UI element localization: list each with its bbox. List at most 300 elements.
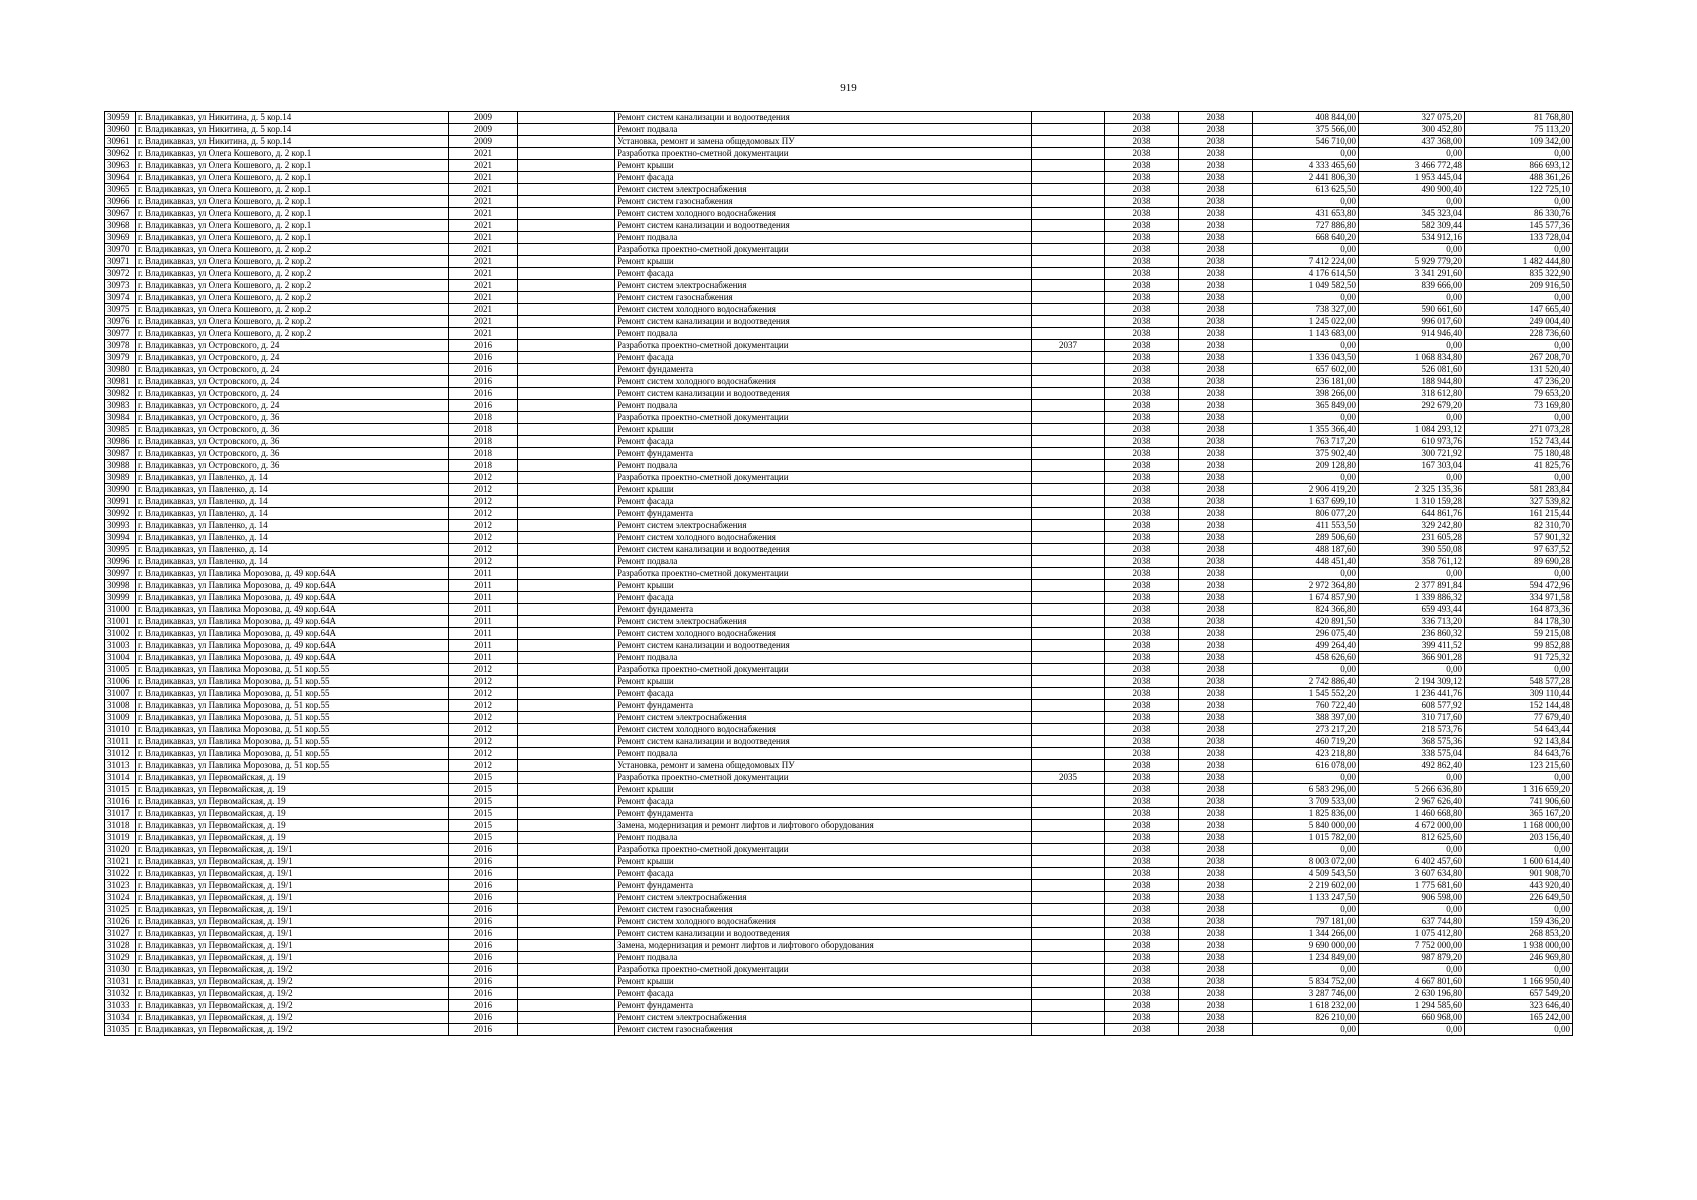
cell-year-built: 2016 xyxy=(449,388,518,400)
cell-work-type: Ремонт фасада xyxy=(615,496,1032,508)
cell-year-b: 2038 xyxy=(1105,628,1179,640)
cell-work-type: Ремонт крыши xyxy=(615,424,1032,436)
cell-year-built: 2016 xyxy=(449,916,518,928)
cell-work-type: Ремонт систем газоснабжения xyxy=(615,196,1032,208)
cell-total-cost: 1 336 043,50 xyxy=(1253,352,1359,364)
cell-empty xyxy=(518,964,615,976)
cell-year-a xyxy=(1032,736,1105,748)
cell-year-c: 2038 xyxy=(1179,328,1253,340)
cell-address: г. Владикавказ, ул Первомайская, д. 19/1 xyxy=(136,892,449,904)
cell-record-id: 30986 xyxy=(105,436,136,448)
cell-fund-share: 0,00 xyxy=(1359,1024,1465,1036)
cell-year-a: 2035 xyxy=(1032,772,1105,784)
cell-year-c: 2038 xyxy=(1179,640,1253,652)
cell-empty xyxy=(518,724,615,736)
cell-year-c: 2038 xyxy=(1179,460,1253,472)
cell-work-type: Ремонт крыши xyxy=(615,160,1032,172)
cell-fund-share: 3 466 772,48 xyxy=(1359,160,1465,172)
cell-empty xyxy=(518,832,615,844)
cell-record-id: 31034 xyxy=(105,1012,136,1024)
cell-empty xyxy=(518,808,615,820)
cell-year-a xyxy=(1032,928,1105,940)
cell-fund-share: 0,00 xyxy=(1359,664,1465,676)
cell-owner-share: 246 969,80 xyxy=(1465,952,1573,964)
cell-fund-share: 1 084 293,12 xyxy=(1359,424,1465,436)
cell-year-built: 2012 xyxy=(449,544,518,556)
cell-total-cost: 0,00 xyxy=(1253,964,1359,976)
cell-owner-share: 488 361,26 xyxy=(1465,172,1573,184)
cell-year-a xyxy=(1032,916,1105,928)
cell-fund-share: 4 667 801,60 xyxy=(1359,976,1465,988)
cell-address: г. Владикавказ, ул Павлика Морозова, д. 51 кор.55 xyxy=(136,712,449,724)
cell-record-id: 30989 xyxy=(105,472,136,484)
cell-year-built: 2016 xyxy=(449,1024,518,1036)
table-row xyxy=(105,460,1573,472)
cell-record-id: 30960 xyxy=(105,124,136,136)
cell-owner-share: 123 215,60 xyxy=(1465,760,1573,772)
cell-empty xyxy=(518,868,615,880)
cell-address: г. Владикавказ, ул Первомайская, д. 19 xyxy=(136,820,449,832)
cell-record-id: 30973 xyxy=(105,280,136,292)
cell-address: г. Владикавказ, ул Павлика Морозова, д. 51 кор.55 xyxy=(136,700,449,712)
cell-work-type: Ремонт фундамента xyxy=(615,808,1032,820)
cell-empty xyxy=(518,1024,615,1036)
cell-owner-share: 334 971,58 xyxy=(1465,592,1573,604)
cell-year-c: 2038 xyxy=(1179,388,1253,400)
cell-record-id: 30988 xyxy=(105,460,136,472)
cell-empty xyxy=(518,976,615,988)
cell-record-id: 30995 xyxy=(105,544,136,556)
cell-total-cost: 273 217,20 xyxy=(1253,724,1359,736)
cell-year-a xyxy=(1032,868,1105,880)
cell-year-a xyxy=(1032,832,1105,844)
cell-year-c: 2038 xyxy=(1179,400,1253,412)
cell-owner-share: 91 725,32 xyxy=(1465,652,1573,664)
cell-work-type: Ремонт систем канализации и водоотведения xyxy=(615,388,1032,400)
cell-year-c: 2038 xyxy=(1179,1012,1253,1024)
cell-work-type: Ремонт систем электроснабжения xyxy=(615,520,1032,532)
cell-owner-share: 97 637,52 xyxy=(1465,544,1573,556)
cell-year-a: 2037 xyxy=(1032,340,1105,352)
table-row xyxy=(105,820,1573,832)
table-row xyxy=(105,724,1573,736)
cell-total-cost: 0,00 xyxy=(1253,844,1359,856)
cell-year-built: 2016 xyxy=(449,1000,518,1012)
table-row xyxy=(105,772,1573,784)
table-row xyxy=(105,688,1573,700)
cell-year-c: 2038 xyxy=(1179,844,1253,856)
cell-year-built: 2018 xyxy=(449,424,518,436)
cell-year-a xyxy=(1032,172,1105,184)
cell-year-b: 2038 xyxy=(1105,904,1179,916)
cell-owner-share: 657 549,20 xyxy=(1465,988,1573,1000)
cell-total-cost: 1 637 699,10 xyxy=(1253,496,1359,508)
cell-year-a xyxy=(1032,904,1105,916)
cell-year-a xyxy=(1032,1012,1105,1024)
cell-record-id: 30975 xyxy=(105,304,136,316)
cell-address: г. Владикавказ, ул Первомайская, д. 19/2 xyxy=(136,964,449,976)
cell-empty xyxy=(518,1000,615,1012)
cell-year-built: 2016 xyxy=(449,952,518,964)
cell-fund-share: 218 573,76 xyxy=(1359,724,1465,736)
table-row xyxy=(105,868,1573,880)
cell-owner-share: 147 665,40 xyxy=(1465,304,1573,316)
cell-year-c: 2038 xyxy=(1179,652,1253,664)
cell-empty xyxy=(518,172,615,184)
cell-year-b: 2038 xyxy=(1105,616,1179,628)
cell-owner-share: 1 600 614,40 xyxy=(1465,856,1573,868)
cell-year-b: 2038 xyxy=(1105,196,1179,208)
cell-year-c: 2038 xyxy=(1179,520,1253,532)
cell-year-c: 2038 xyxy=(1179,340,1253,352)
cell-total-cost: 408 844,00 xyxy=(1253,112,1359,124)
cell-record-id: 31015 xyxy=(105,784,136,796)
cell-year-c: 2038 xyxy=(1179,796,1253,808)
table-row xyxy=(105,700,1573,712)
cell-total-cost: 2 972 364,80 xyxy=(1253,580,1359,592)
cell-empty xyxy=(518,568,615,580)
cell-total-cost: 1 545 552,20 xyxy=(1253,688,1359,700)
cell-total-cost: 388 397,00 xyxy=(1253,712,1359,724)
cell-total-cost: 420 891,50 xyxy=(1253,616,1359,628)
cell-year-a xyxy=(1032,964,1105,976)
cell-year-c: 2038 xyxy=(1179,544,1253,556)
table-row xyxy=(105,748,1573,760)
cell-year-a xyxy=(1032,880,1105,892)
cell-fund-share: 231 605,28 xyxy=(1359,532,1465,544)
cell-year-b: 2038 xyxy=(1105,676,1179,688)
cell-year-b: 2038 xyxy=(1105,664,1179,676)
cell-fund-share: 608 577,92 xyxy=(1359,700,1465,712)
cell-work-type: Ремонт крыши xyxy=(615,676,1032,688)
cell-fund-share: 368 575,36 xyxy=(1359,736,1465,748)
table-row xyxy=(105,508,1573,520)
table-row xyxy=(105,676,1573,688)
cell-year-a xyxy=(1032,472,1105,484)
cell-fund-share: 327 075,20 xyxy=(1359,112,1465,124)
cell-record-id: 30979 xyxy=(105,352,136,364)
table-row xyxy=(105,952,1573,964)
cell-year-c: 2038 xyxy=(1179,532,1253,544)
cell-record-id: 31013 xyxy=(105,760,136,772)
cell-owner-share: 581 283,84 xyxy=(1465,484,1573,496)
cell-work-type: Ремонт подвала xyxy=(615,748,1032,760)
cell-year-built: 2016 xyxy=(449,400,518,412)
cell-year-a xyxy=(1032,556,1105,568)
cell-fund-share: 0,00 xyxy=(1359,472,1465,484)
cell-year-a xyxy=(1032,508,1105,520)
cell-address: г. Владикавказ, ул Павлика Морозова, д. 49 кор.64А xyxy=(136,640,449,652)
cell-year-b: 2038 xyxy=(1105,472,1179,484)
cell-work-type: Установка, ремонт и замена общедомовых ПУ xyxy=(615,760,1032,772)
cell-empty xyxy=(518,580,615,592)
cell-year-a xyxy=(1032,316,1105,328)
cell-total-cost: 824 366,80 xyxy=(1253,604,1359,616)
cell-owner-share: 84 178,30 xyxy=(1465,616,1573,628)
cell-year-c: 2038 xyxy=(1179,376,1253,388)
cell-address: г. Владикавказ, ул Олега Кошевого, д. 2 кор.1 xyxy=(136,148,449,160)
cell-year-c: 2038 xyxy=(1179,424,1253,436)
cell-owner-share: 594 472,96 xyxy=(1465,580,1573,592)
cell-work-type: Ремонт подвала xyxy=(615,556,1032,568)
cell-work-type: Ремонт подвала xyxy=(615,400,1032,412)
cell-year-b: 2038 xyxy=(1105,724,1179,736)
cell-year-b: 2038 xyxy=(1105,940,1179,952)
cell-address: г. Владикавказ, ул Первомайская, д. 19/2 xyxy=(136,1000,449,1012)
cell-year-c: 2038 xyxy=(1179,760,1253,772)
cell-year-b: 2038 xyxy=(1105,148,1179,160)
cell-total-cost: 668 640,20 xyxy=(1253,232,1359,244)
cell-year-c: 2038 xyxy=(1179,352,1253,364)
cell-address: г. Владикавказ, ул Первомайская, д. 19/1 xyxy=(136,856,449,868)
cell-year-a xyxy=(1032,388,1105,400)
cell-year-built: 2015 xyxy=(449,808,518,820)
cell-fund-share: 914 946,40 xyxy=(1359,328,1465,340)
cell-record-id: 31001 xyxy=(105,616,136,628)
cell-year-built: 2012 xyxy=(449,520,518,532)
cell-owner-share: 0,00 xyxy=(1465,148,1573,160)
cell-total-cost: 2 219 602,00 xyxy=(1253,880,1359,892)
cell-record-id: 30984 xyxy=(105,412,136,424)
cell-address: г. Владикавказ, ул Олега Кошевого, д. 2 кор.1 xyxy=(136,184,449,196)
cell-empty xyxy=(518,136,615,148)
cell-empty xyxy=(518,412,615,424)
cell-address: г. Владикавказ, ул Олега Кошевого, д. 2 кор.1 xyxy=(136,160,449,172)
cell-address: г. Владикавказ, ул Первомайская, д. 19/1 xyxy=(136,904,449,916)
cell-work-type: Ремонт фундамента xyxy=(615,604,1032,616)
cell-empty xyxy=(518,268,615,280)
cell-year-built: 2016 xyxy=(449,940,518,952)
cell-year-a xyxy=(1032,448,1105,460)
table-row xyxy=(105,268,1573,280)
cell-empty xyxy=(518,352,615,364)
cell-address: г. Владикавказ, ул Первомайская, д. 19/2 xyxy=(136,1024,449,1036)
cell-record-id: 31009 xyxy=(105,712,136,724)
cell-year-a xyxy=(1032,700,1105,712)
cell-address: г. Владикавказ, ул Островского, д. 24 xyxy=(136,376,449,388)
cell-year-a xyxy=(1032,280,1105,292)
cell-record-id: 30968 xyxy=(105,220,136,232)
cell-year-a xyxy=(1032,796,1105,808)
cell-empty xyxy=(518,952,615,964)
cell-address: г. Владикавказ, ул Павленко, д. 14 xyxy=(136,508,449,520)
cell-fund-share: 637 744,80 xyxy=(1359,916,1465,928)
cell-work-type: Ремонт систем канализации и водоотведения xyxy=(615,112,1032,124)
cell-owner-share: 75 113,20 xyxy=(1465,124,1573,136)
cell-total-cost: 546 710,00 xyxy=(1253,136,1359,148)
cell-work-type: Ремонт фасада xyxy=(615,172,1032,184)
cell-fund-share: 345 323,04 xyxy=(1359,208,1465,220)
table-row xyxy=(105,160,1573,172)
cell-year-b: 2038 xyxy=(1105,244,1179,256)
cell-work-type: Ремонт крыши xyxy=(615,784,1032,796)
cell-fund-share: 534 912,16 xyxy=(1359,232,1465,244)
table-row xyxy=(105,484,1573,496)
cell-year-built: 2016 xyxy=(449,364,518,376)
cell-year-a xyxy=(1032,148,1105,160)
cell-work-type: Ремонт фундамента xyxy=(615,1000,1032,1012)
cell-empty xyxy=(518,448,615,460)
cell-address: г. Владикавказ, ул Олега Кошевого, д. 2 кор.1 xyxy=(136,232,449,244)
cell-empty xyxy=(518,220,615,232)
cell-empty xyxy=(518,328,615,340)
cell-fund-share: 492 862,40 xyxy=(1359,760,1465,772)
cell-total-cost: 365 849,00 xyxy=(1253,400,1359,412)
cell-fund-share: 188 944,80 xyxy=(1359,376,1465,388)
cell-address: г. Владикавказ, ул Павлика Морозова, д. 51 кор.55 xyxy=(136,736,449,748)
table-row xyxy=(105,604,1573,616)
cell-owner-share: 309 110,44 xyxy=(1465,688,1573,700)
cell-owner-share: 86 330,76 xyxy=(1465,208,1573,220)
cell-work-type: Ремонт фасада xyxy=(615,352,1032,364)
cell-owner-share: 0,00 xyxy=(1465,844,1573,856)
cell-work-type: Ремонт фундамента xyxy=(615,880,1032,892)
cell-year-c: 2038 xyxy=(1179,832,1253,844)
cell-address: г. Владикавказ, ул Олега Кошевого, д. 2 кор.2 xyxy=(136,280,449,292)
cell-address: г. Владикавказ, ул Павлика Морозова, д. 51 кор.55 xyxy=(136,688,449,700)
cell-year-c: 2038 xyxy=(1179,712,1253,724)
cell-owner-share: 89 690,28 xyxy=(1465,556,1573,568)
cell-total-cost: 797 181,00 xyxy=(1253,916,1359,928)
cell-year-b: 2038 xyxy=(1105,352,1179,364)
table-row xyxy=(105,1000,1573,1012)
cell-fund-share: 590 661,60 xyxy=(1359,304,1465,316)
cell-record-id: 31026 xyxy=(105,916,136,928)
cell-owner-share: 0,00 xyxy=(1465,244,1573,256)
cell-owner-share: 741 906,60 xyxy=(1465,796,1573,808)
cell-record-id: 31005 xyxy=(105,664,136,676)
cell-owner-share: 84 643,76 xyxy=(1465,748,1573,760)
cell-fund-share: 336 713,20 xyxy=(1359,616,1465,628)
cell-owner-share: 81 768,80 xyxy=(1465,112,1573,124)
cell-year-c: 2038 xyxy=(1179,976,1253,988)
cell-record-id: 30990 xyxy=(105,484,136,496)
table-row xyxy=(105,628,1573,640)
cell-record-id: 31007 xyxy=(105,688,136,700)
cell-year-c: 2038 xyxy=(1179,1024,1253,1036)
cell-record-id: 30972 xyxy=(105,268,136,280)
cell-year-b: 2038 xyxy=(1105,340,1179,352)
table-row xyxy=(105,880,1573,892)
cell-total-cost: 398 266,00 xyxy=(1253,388,1359,400)
cell-year-c: 2038 xyxy=(1179,964,1253,976)
cell-year-built: 2012 xyxy=(449,724,518,736)
cell-year-a xyxy=(1032,652,1105,664)
cell-work-type: Ремонт фундамента xyxy=(615,364,1032,376)
table-row xyxy=(105,244,1573,256)
cell-owner-share: 443 920,40 xyxy=(1465,880,1573,892)
cell-total-cost: 1 143 683,00 xyxy=(1253,328,1359,340)
cell-year-c: 2038 xyxy=(1179,232,1253,244)
cell-record-id: 30980 xyxy=(105,364,136,376)
table-row xyxy=(105,208,1573,220)
cell-year-c: 2038 xyxy=(1179,928,1253,940)
cell-fund-share: 0,00 xyxy=(1359,412,1465,424)
cell-record-id: 30985 xyxy=(105,424,136,436)
cell-year-a xyxy=(1032,364,1105,376)
cell-fund-share: 906 598,00 xyxy=(1359,892,1465,904)
cell-year-built: 2012 xyxy=(449,508,518,520)
cell-total-cost: 296 075,40 xyxy=(1253,628,1359,640)
cell-owner-share: 159 436,20 xyxy=(1465,916,1573,928)
cell-owner-share: 92 143,84 xyxy=(1465,736,1573,748)
cell-year-b: 2038 xyxy=(1105,424,1179,436)
cell-year-a xyxy=(1032,220,1105,232)
cell-year-a xyxy=(1032,424,1105,436)
cell-year-built: 2012 xyxy=(449,688,518,700)
cell-year-built: 2016 xyxy=(449,1012,518,1024)
cell-owner-share: 209 916,50 xyxy=(1465,280,1573,292)
cell-year-built: 2012 xyxy=(449,556,518,568)
cell-fund-share: 0,00 xyxy=(1359,904,1465,916)
cell-empty xyxy=(518,496,615,508)
cell-work-type: Ремонт подвала xyxy=(615,328,1032,340)
table-row xyxy=(105,892,1573,904)
cell-year-c: 2038 xyxy=(1179,208,1253,220)
cell-year-c: 2038 xyxy=(1179,412,1253,424)
cell-year-built: 2018 xyxy=(449,436,518,448)
cell-empty xyxy=(518,784,615,796)
cell-work-type: Разработка проектно-сметной документации xyxy=(615,244,1032,256)
cell-year-a xyxy=(1032,160,1105,172)
cell-year-a xyxy=(1032,196,1105,208)
cell-empty xyxy=(518,460,615,472)
cell-empty xyxy=(518,280,615,292)
cell-year-b: 2038 xyxy=(1105,988,1179,1000)
cell-address: г. Владикавказ, ул Никитина, д. 5 кор.14 xyxy=(136,136,449,148)
cell-work-type: Ремонт систем холодного водоснабжения xyxy=(615,208,1032,220)
cell-total-cost: 0,00 xyxy=(1253,904,1359,916)
cell-address: г. Владикавказ, ул Первомайская, д. 19 xyxy=(136,808,449,820)
cell-address: г. Владикавказ, ул Первомайская, д. 19/2 xyxy=(136,1012,449,1024)
cell-empty xyxy=(518,484,615,496)
cell-year-b: 2038 xyxy=(1105,184,1179,196)
cell-total-cost: 763 717,20 xyxy=(1253,436,1359,448)
cell-year-c: 2038 xyxy=(1179,304,1253,316)
cell-fund-share: 3 607 634,80 xyxy=(1359,868,1465,880)
cell-record-id: 31033 xyxy=(105,1000,136,1012)
cell-work-type: Ремонт систем холодного водоснабжения xyxy=(615,532,1032,544)
cell-year-built: 2012 xyxy=(449,532,518,544)
cell-address: г. Владикавказ, ул Павлика Морозова, д. 51 кор.55 xyxy=(136,664,449,676)
cell-year-b: 2038 xyxy=(1105,868,1179,880)
cell-owner-share: 548 577,28 xyxy=(1465,676,1573,688)
cell-year-c: 2038 xyxy=(1179,616,1253,628)
cell-year-a xyxy=(1032,1024,1105,1036)
cell-empty xyxy=(518,796,615,808)
cell-year-c: 2038 xyxy=(1179,688,1253,700)
cell-owner-share: 0,00 xyxy=(1465,1024,1573,1036)
cell-address: г. Владикавказ, ул Первомайская, д. 19 xyxy=(136,796,449,808)
cell-year-a xyxy=(1032,676,1105,688)
cell-total-cost: 806 077,20 xyxy=(1253,508,1359,520)
cell-year-b: 2038 xyxy=(1105,856,1179,868)
cell-owner-share: 0,00 xyxy=(1465,904,1573,916)
cell-fund-share: 582 309,44 xyxy=(1359,220,1465,232)
cell-year-built: 2012 xyxy=(449,700,518,712)
cell-fund-share: 399 411,52 xyxy=(1359,640,1465,652)
table-row xyxy=(105,712,1573,724)
cell-address: г. Владикавказ, ул Островского, д. 36 xyxy=(136,424,449,436)
table-row xyxy=(105,304,1573,316)
cell-address: г. Владикавказ, ул Павлика Морозова, д. 51 кор.55 xyxy=(136,724,449,736)
cell-total-cost: 1 133 247,50 xyxy=(1253,892,1359,904)
cell-address: г. Владикавказ, ул Павленко, д. 14 xyxy=(136,496,449,508)
cell-year-a xyxy=(1032,664,1105,676)
cell-year-a xyxy=(1032,580,1105,592)
cell-total-cost: 613 625,50 xyxy=(1253,184,1359,196)
cell-year-built: 2021 xyxy=(449,304,518,316)
